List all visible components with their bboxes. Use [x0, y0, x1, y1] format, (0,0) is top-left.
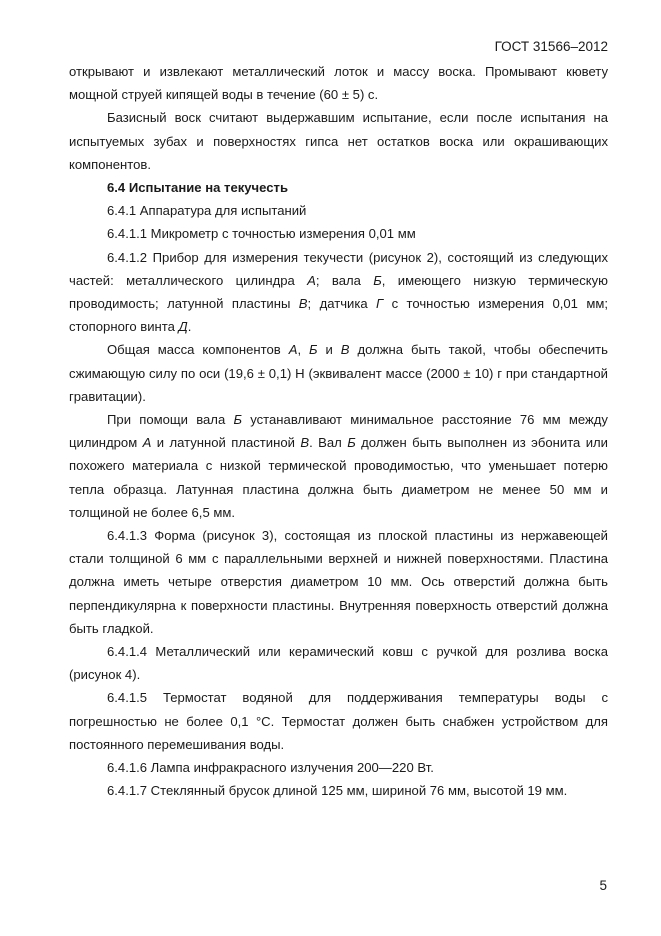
- clause-6-4-1: 6.4.1 Аппаратура для испытаний: [107, 203, 307, 219]
- label-b: Б: [373, 272, 382, 288]
- label-v: В: [340, 342, 350, 358]
- clause-6-4-1-3: 6.4.1.3 Форма (рисунок 3), состоящая из плоской пластины из нержавеющей стали толщиной 6 мм с параллельными верхней и нижней поверхностями. Пластина должна иметь четыре отверстия диаметром 10 мм. Ось отверстий должна быть перпендикулярна к поверхности пластины. Внутренняя поверхность отверстий должна быть гладкой.: [69, 528, 608, 636]
- page-number: 5: [599, 878, 607, 893]
- clause-text: ; датчика: [307, 296, 377, 312]
- label-a: А: [307, 272, 316, 288]
- para-text: должен быть выполнен из эбонита или похожего материала с низкой термической проводимостью, что уменьшает потерю тепла образца. Латунная пластина должна быть диаметром не менее 50 мм и толщиной не более 6,5 мм.: [69, 435, 608, 520]
- clause-6-4-1-5: 6.4.1.5 Термостат водяной для поддерживания температуры воды с погрешностью не более 0,1 °С. Термостат должен быть снабжен устройством для постоянного перемешивания воды.: [69, 690, 608, 752]
- clause-text: .: [187, 319, 192, 335]
- document-body: [69, 60, 608, 803]
- label-b: Б: [233, 412, 242, 428]
- clause-6-4-1-6: 6.4.1.6 Лампа инфракрасного излучения 200—220 Вт.: [107, 760, 434, 776]
- paragraph-criteria: Базисный воск считают выдержавшим испытание, если после испытания на испытуемых зубах и поверхностях гипса нет остатков воска или окрашивающих компонентов.: [69, 110, 608, 172]
- clause-6-4-1-4: 6.4.1.4 Металлический или керамический ковш с ручкой для розлива воска (рисунок 4).: [69, 644, 608, 683]
- clause-6-4-1-2: [69, 246, 608, 339]
- para-text: При помощи вала: [107, 412, 234, 428]
- label-b: Б: [347, 435, 356, 451]
- label-g: Г: [376, 296, 384, 312]
- paragraph-total-mass: [69, 338, 608, 408]
- label-b: Б: [309, 342, 318, 358]
- label-a: А: [142, 435, 152, 451]
- section-heading-6-4: 6.4 Испытание на текучесть: [107, 180, 289, 196]
- para-text: должна быть такой, чтобы обеспечить сжимающую силу по оси (19,6 ± 0,1) Н (эквивалент массе (2000 ± 10) г при стандартной гравитации).: [69, 342, 608, 404]
- label-a: А: [288, 342, 298, 358]
- label-v: В: [298, 296, 308, 312]
- standard-number: ГОСТ 31566–2012: [494, 39, 608, 54]
- clause-6-4-1-7: 6.4.1.7 Стеклянный брусок длиной 125 мм, шириной 76 мм, высотой 19 мм.: [107, 783, 568, 799]
- clause-text: ; вала: [315, 272, 374, 288]
- paragraph-wash: открывают и извлекают металлический лоток и массу воска. Промывают кювету мощной струей кипящей воды в течение (60 ± 5) с.: [69, 64, 608, 103]
- clause-text: с точностью измерения 0,01 мм; стопорного винта: [69, 296, 609, 335]
- label-d: Д: [178, 319, 188, 335]
- para-text: и: [317, 342, 341, 358]
- clause-text: 6.4.1.2 Прибор для измерения текучести (рисунок 2), состоящий из следующих частей: металлического цилиндра: [69, 249, 608, 288]
- para-text: ,: [297, 342, 310, 358]
- label-v: В: [300, 435, 310, 451]
- clause-text: , имеющего низкую термическую проводимость; латунной пластины: [69, 272, 608, 312]
- clause-6-4-1-1: 6.4.1.1 Микрометр с точностью измерения 0,01 мм: [107, 226, 416, 242]
- para-text: и латунной пластиной: [151, 435, 301, 451]
- paragraph-shaft: [69, 408, 608, 524]
- para-text: Общая масса компонентов: [107, 342, 289, 358]
- para-text: . Вал: [309, 435, 348, 451]
- para-text: устанавливают минимальное расстояние 76 мм между цилиндром: [69, 412, 608, 451]
